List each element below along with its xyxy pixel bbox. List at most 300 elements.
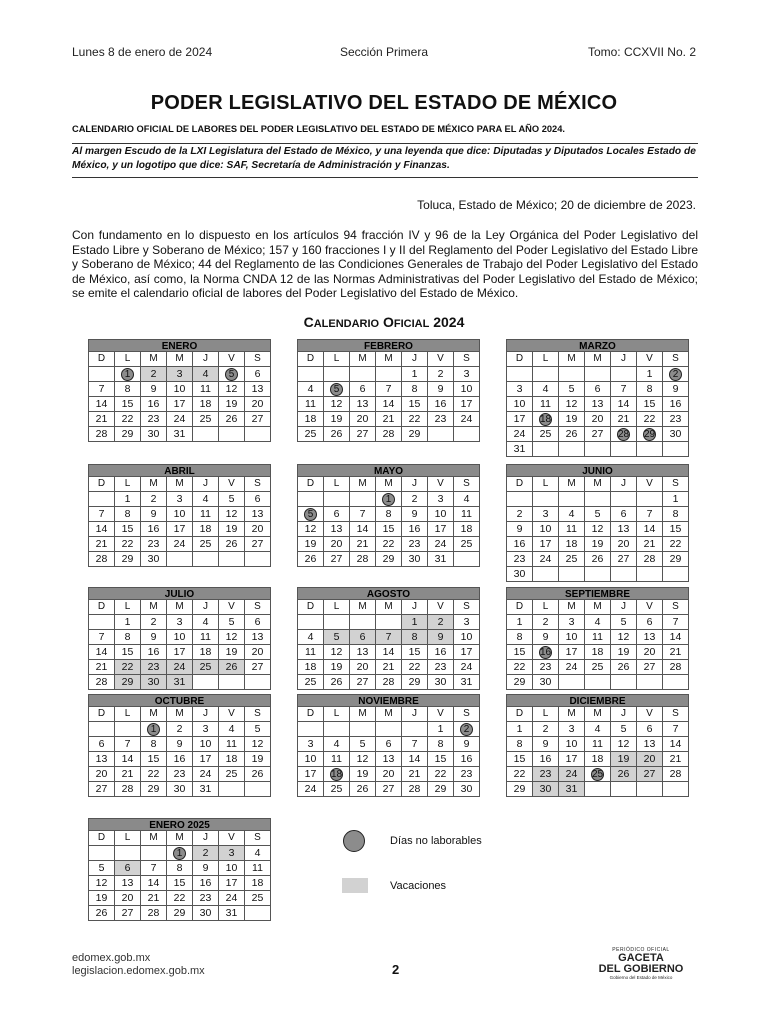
day-cell: 8 [637,382,663,397]
day-cell: 1 [428,722,454,737]
day-cell: 1 [402,615,428,630]
day-cell: 29 [428,782,454,797]
day-cell: 17 [559,645,585,660]
day-cell: 28 [663,660,689,675]
day-cell: 7 [637,507,663,522]
day-cell: 6 [245,492,271,507]
weekday-label: V [219,707,245,722]
day-cell: 30 [663,427,689,442]
day-cell: 29 [115,427,141,442]
day-cell: 27 [245,660,271,675]
weekday-label: S [454,707,480,722]
day-cell: 18 [559,537,585,552]
day-cell: 16 [454,752,480,767]
day-cell: 21 [376,412,402,427]
day-cell: 5 [559,382,585,397]
month-title: JULIO [88,587,271,600]
day-cell: 10 [167,630,193,645]
day-cell: 22 [428,767,454,782]
day-cell: 7 [376,630,402,645]
day-cell: 28 [376,427,402,442]
empty-cell [611,782,637,797]
header-tome: Tomo: CCXVII No. 2 [587,45,696,59]
day-cell: 13 [376,752,402,767]
day-cell: 27 [350,427,376,442]
weekday-label: J [402,600,428,615]
empty-cell [324,367,350,382]
weekday-label: D [507,707,533,722]
day-cell: 18 [245,876,271,891]
day-cell: 12 [559,397,585,412]
day-cell: 21 [89,412,115,427]
empty-cell [559,367,585,382]
day-cell: 8 [402,630,428,645]
divider-top [72,143,698,144]
weekday-label: J [402,352,428,367]
weekday-label: J [611,352,637,367]
day-cell: 24 [167,412,193,427]
day-cell: 29 [141,782,167,797]
day-cell: 24 [559,660,585,675]
empty-cell [507,492,533,507]
empty-cell [89,615,115,630]
weekday-label: L [324,600,350,615]
day-cell: 17 [428,522,454,537]
day-cell: 28 [89,675,115,690]
day-cell: 1 [663,492,689,507]
empty-cell [245,782,271,797]
day-cell: 17 [298,767,324,782]
day-cell: 17 [219,876,245,891]
day-cell: 18 [454,522,480,537]
day-cell: 26 [611,660,637,675]
day-cell: 28 [376,675,402,690]
day-cell: 3 [559,722,585,737]
empty-cell [637,567,663,582]
day-cell: 20 [245,397,271,412]
day-cell: 15 [115,522,141,537]
empty-cell [193,427,219,442]
day-cell: 16 [428,645,454,660]
day-cell: 26 [611,767,637,782]
day-cell: 1 [115,492,141,507]
day-cell: 19 [585,537,611,552]
day-cell: 1 [402,367,428,382]
day-cell: 3 [428,492,454,507]
holiday-day-cell: 5 [298,507,324,522]
empty-cell [585,782,611,797]
day-cell: 28 [89,552,115,567]
day-cell: 15 [428,752,454,767]
holiday-day-cell: 1 [167,846,193,861]
footer-site-1[interactable]: edomex.gob.mx [72,952,151,964]
weekday-label: L [324,707,350,722]
day-cell: 26 [324,675,350,690]
weekday-label: D [89,600,115,615]
day-cell: 22 [637,412,663,427]
day-cell: 2 [402,492,428,507]
empty-cell [585,567,611,582]
empty-cell [663,782,689,797]
day-cell: 20 [350,412,376,427]
weekday-label: D [298,477,324,492]
day-cell: 27 [585,427,611,442]
weekday-label: S [245,600,271,615]
weekday-label: L [115,477,141,492]
day-cell: 14 [89,397,115,412]
day-cell: 21 [663,752,689,767]
day-cell: 31 [167,427,193,442]
day-cell: 8 [115,630,141,645]
day-cell: 11 [298,645,324,660]
footer-links [72,952,205,978]
day-cell: 12 [611,630,637,645]
weekday-label: M [167,600,193,615]
day-cell: 19 [219,397,245,412]
day-cell: 8 [141,737,167,752]
day-cell: 30 [167,782,193,797]
weekday-label: J [402,707,428,722]
empty-cell [611,367,637,382]
day-cell: 7 [115,737,141,752]
day-cell: 23 [454,767,480,782]
day-cell: 5 [89,861,115,876]
day-cell: 13 [350,397,376,412]
day-cell: 5 [611,722,637,737]
empty-cell [611,675,637,690]
weekday-label: D [507,600,533,615]
day-cell: 12 [219,630,245,645]
empty-cell [245,906,271,921]
day-cell: 21 [350,537,376,552]
day-cell: 26 [89,906,115,921]
day-cell: 14 [350,522,376,537]
month-title: FEBRERO [297,339,480,352]
day-cell: 10 [193,737,219,752]
month-grid [88,831,271,921]
day-cell: 20 [611,537,637,552]
month-title: AGOSTO [297,587,480,600]
weekday-label: V [637,477,663,492]
weekday-label: V [219,831,245,846]
empty-cell [350,492,376,507]
day-cell: 23 [141,660,167,675]
day-cell: 8 [376,507,402,522]
day-cell: 14 [637,522,663,537]
day-cell: 23 [663,412,689,427]
day-cell: 16 [402,522,428,537]
day-cell: 19 [245,752,271,767]
day-cell: 26 [298,552,324,567]
day-cell: 13 [611,522,637,537]
day-cell: 8 [115,507,141,522]
weekday-label: S [454,600,480,615]
weekday-label: L [533,477,559,492]
day-cell: 15 [507,752,533,767]
day-cell: 6 [350,382,376,397]
day-cell: 10 [507,397,533,412]
day-cell: 2 [141,615,167,630]
day-cell: 3 [559,615,585,630]
day-cell: 7 [89,630,115,645]
day-cell: 27 [350,675,376,690]
weekday-label: D [298,707,324,722]
month-title: ENERO 2025 [88,818,271,831]
day-cell: 12 [324,645,350,660]
day-cell: 4 [298,630,324,645]
day-cell: 18 [193,397,219,412]
page-number: 2 [392,962,400,977]
empty-cell [559,675,585,690]
day-cell: 13 [585,397,611,412]
weekday-label: M [585,477,611,492]
day-cell: 19 [611,645,637,660]
day-cell: 21 [89,537,115,552]
day-cell: 7 [611,382,637,397]
footer-site-2[interactable]: legislacion.edomex.gob.mx [72,965,205,977]
empty-cell [89,492,115,507]
holiday-day-cell: 1 [115,367,141,382]
day-cell: 12 [611,737,637,752]
day-cell: 7 [402,737,428,752]
day-cell: 2 [533,615,559,630]
day-cell: 23 [507,552,533,567]
day-cell: 20 [245,522,271,537]
weekday-label: M [350,477,376,492]
day-cell: 18 [193,522,219,537]
day-cell: 12 [324,397,350,412]
day-cell: 19 [559,412,585,427]
month-grid [297,707,480,797]
day-cell: 12 [245,737,271,752]
weekday-label: D [89,707,115,722]
day-cell: 30 [428,675,454,690]
weekday-label: M [167,352,193,367]
weekday-label: L [115,600,141,615]
day-cell: 9 [507,522,533,537]
day-cell: 18 [193,645,219,660]
month-title: JUNIO [506,464,689,477]
empty-cell [376,615,402,630]
day-cell: 27 [245,537,271,552]
day-cell: 14 [611,397,637,412]
empty-cell [298,492,324,507]
month-grid [297,600,480,690]
weekday-label: L [533,707,559,722]
weekday-label: M [141,352,167,367]
day-cell: 19 [298,537,324,552]
day-cell: 25 [585,660,611,675]
month-marzo [506,339,689,457]
day-cell: 16 [141,645,167,660]
weekday-label: M [141,707,167,722]
day-cell: 28 [637,552,663,567]
day-cell: 9 [663,382,689,397]
day-cell: 20 [350,660,376,675]
day-cell: 5 [245,722,271,737]
empty-cell [115,722,141,737]
day-cell: 20 [245,645,271,660]
month-septiembre [506,587,689,690]
empty-cell [611,567,637,582]
day-cell: 9 [402,507,428,522]
month-title: OCTUBRE [88,694,271,707]
empty-cell [193,552,219,567]
day-cell: 31 [559,782,585,797]
empty-cell [193,675,219,690]
day-cell: 19 [219,522,245,537]
day-cell: 29 [115,552,141,567]
day-cell: 14 [115,752,141,767]
weekday-label: M [585,600,611,615]
day-cell: 25 [193,537,219,552]
day-cell: 5 [611,615,637,630]
empty-cell [402,722,428,737]
day-cell: 23 [193,891,219,906]
month-enero [88,339,271,442]
empty-cell [454,427,480,442]
day-cell: 31 [193,782,219,797]
day-cell: 5 [219,615,245,630]
day-cell: 12 [298,522,324,537]
empty-cell [663,567,689,582]
day-cell: 4 [559,507,585,522]
weekday-label: V [428,477,454,492]
empty-cell [376,367,402,382]
empty-cell [533,442,559,457]
day-cell: 17 [167,397,193,412]
empty-cell [89,846,115,861]
month-grid [506,600,689,690]
weekday-label: M [585,707,611,722]
weekday-label: V [428,707,454,722]
day-cell: 3 [167,615,193,630]
day-cell: 18 [298,660,324,675]
day-cell: 28 [115,782,141,797]
weekday-label: M [350,600,376,615]
weekday-label: J [193,352,219,367]
day-cell: 9 [428,630,454,645]
month-title: NOVIEMBRE [297,694,480,707]
day-cell: 11 [193,507,219,522]
day-cell: 27 [115,906,141,921]
day-cell: 20 [376,767,402,782]
weekday-label: M [167,707,193,722]
day-cell: 19 [350,767,376,782]
day-cell: 29 [402,675,428,690]
day-cell: 7 [89,507,115,522]
day-cell: 14 [141,876,167,891]
day-cell: 22 [376,537,402,552]
weekday-label: M [141,600,167,615]
weekday-label: V [219,600,245,615]
day-cell: 24 [219,891,245,906]
day-cell: 14 [89,645,115,660]
day-cell: 22 [115,660,141,675]
month-julio [88,587,271,690]
day-cell: 9 [167,737,193,752]
day-cell: 25 [559,552,585,567]
day-cell: 23 [428,660,454,675]
day-cell: 26 [219,412,245,427]
legend-holiday-label: Días no laborables [390,835,482,847]
month-grid [506,707,689,797]
day-cell: 6 [245,615,271,630]
day-cell: 9 [533,630,559,645]
day-cell: 8 [402,382,428,397]
empty-cell [324,615,350,630]
empty-cell [507,367,533,382]
weekday-label: D [507,352,533,367]
day-cell: 4 [324,737,350,752]
day-cell: 27 [89,782,115,797]
empty-cell [585,367,611,382]
day-cell: 27 [637,767,663,782]
day-cell: 5 [585,507,611,522]
day-cell: 1 [115,615,141,630]
day-cell: 12 [89,876,115,891]
weekday-label: D [298,352,324,367]
day-cell: 8 [115,382,141,397]
day-cell: 11 [193,630,219,645]
day-cell: 14 [376,397,402,412]
weekday-label: J [193,707,219,722]
day-cell: 30 [141,675,167,690]
empty-cell [637,442,663,457]
day-cell: 26 [324,427,350,442]
day-cell: 15 [637,397,663,412]
empty-cell [350,615,376,630]
day-cell: 10 [559,737,585,752]
day-cell: 10 [219,861,245,876]
day-cell: 28 [141,906,167,921]
day-cell: 1 [507,722,533,737]
day-cell: 8 [663,507,689,522]
day-cell: 6 [324,507,350,522]
holiday-day-cell: 18 [533,412,559,427]
empty-cell [559,492,585,507]
day-cell: 31 [167,675,193,690]
weekday-label: D [298,600,324,615]
day-cell: 5 [350,737,376,752]
holiday-day-cell: 2 [663,367,689,382]
day-cell: 4 [298,382,324,397]
weekday-label: S [454,477,480,492]
day-cell: 11 [324,752,350,767]
day-cell: 3 [507,382,533,397]
weekday-label: V [219,477,245,492]
month-grid [506,477,689,582]
empty-cell [376,722,402,737]
day-cell: 8 [507,630,533,645]
empty-cell [533,567,559,582]
day-cell: 12 [585,522,611,537]
empty-cell [637,782,663,797]
day-cell: 21 [89,660,115,675]
weekday-label: M [559,352,585,367]
day-cell: 9 [141,507,167,522]
day-cell: 7 [89,382,115,397]
day-cell: 23 [141,412,167,427]
day-cell: 6 [115,861,141,876]
month-grid [88,707,271,797]
day-cell: 29 [376,552,402,567]
weekday-label: J [193,477,219,492]
day-cell: 11 [193,382,219,397]
weekday-label: M [559,707,585,722]
day-cell: 3 [167,492,193,507]
day-cell: 17 [167,645,193,660]
